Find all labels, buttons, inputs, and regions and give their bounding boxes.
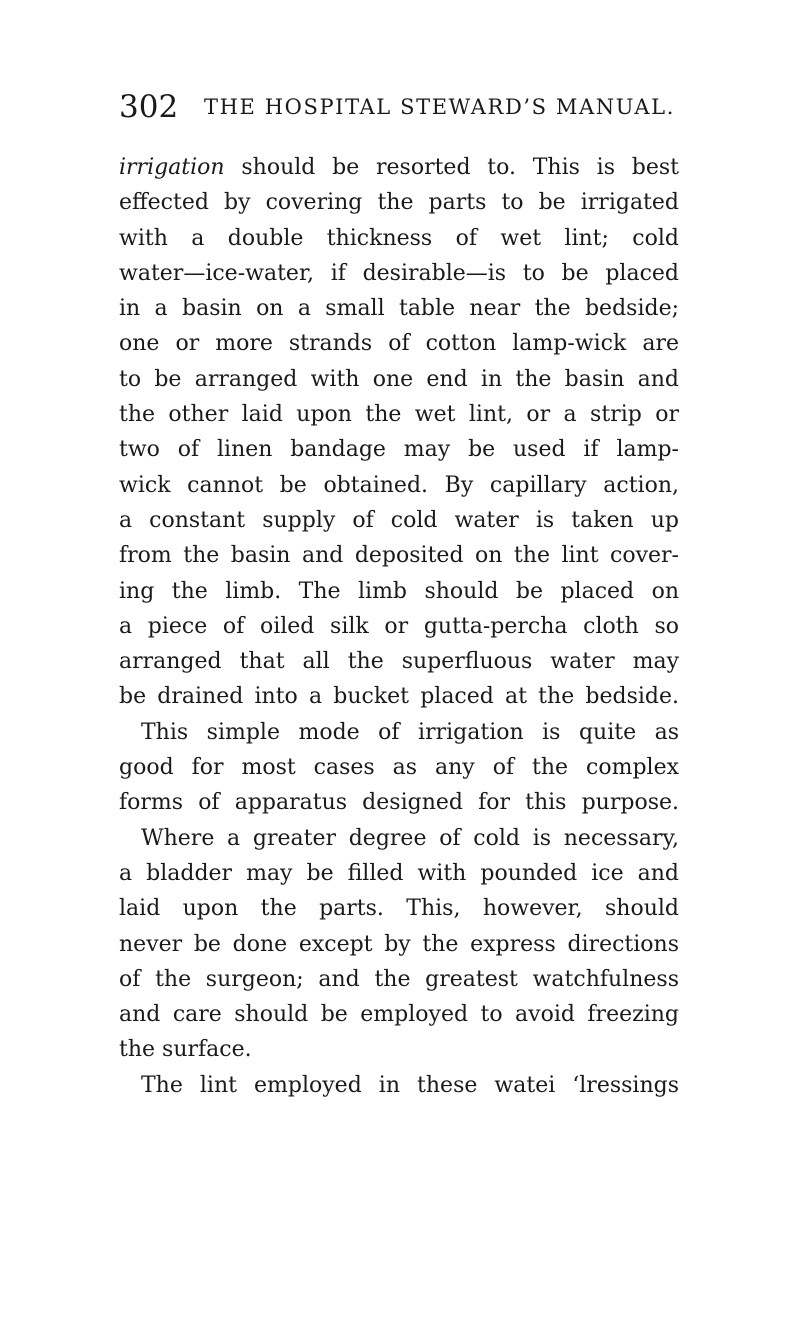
page-header — [119, 86, 679, 128]
text-line: Where a greater degree of cold is necessary, — [141, 825, 679, 851]
text-line: a piece of oiled silk or gutta-percha cloth so — [119, 613, 679, 639]
text-line: the other laid upon the wet lint, or a strip or — [119, 402, 679, 428]
text-line: good for most cases as any of the complex — [119, 755, 679, 781]
text-line: This simple mode of irrigation is quite as — [141, 719, 679, 745]
text-line: forms of apparatus designed for this purpose. — [119, 790, 679, 816]
text-line: in a basin on a small table near the bedside; — [119, 296, 679, 322]
text-line: never be done except by the express directions — [119, 931, 679, 957]
running-head: THE HOSPITAL STEWARD’S MANUAL. — [204, 95, 676, 119]
text-line: ing the limb. The limb should be placed on — [119, 578, 679, 604]
text-line: and care should be employed to avoid freezing — [119, 1002, 679, 1028]
text-line: laid upon the parts. This, however, should — [119, 896, 679, 922]
text-line: the surface. — [119, 1037, 252, 1063]
text-line: to be arranged with one end in the basin and — [119, 366, 679, 392]
text-line: with a double thickness of wet lint; cold — [119, 225, 679, 251]
text-line: wick cannot be obtained. By capillary action, — [119, 472, 679, 498]
text-line: be drained into a bucket placed at the bedside. — [119, 684, 679, 710]
italic-word: irrigation — [119, 155, 225, 180]
text-line: from the basin and deposited on the lint cover- — [119, 543, 679, 569]
page-number: 302 — [119, 89, 179, 125]
text-line: two of linen bandage may be used if lamp- — [119, 437, 679, 463]
text-line: The lint employed in these watei ʻlressings — [141, 1072, 679, 1098]
text-line — [119, 150, 679, 185]
line-rest: should be resorted to. This is best — [224, 155, 679, 180]
text-line: of the surgeon; and the greatest watchfulness — [119, 966, 679, 992]
text-line: water—ice-water, if desirable—is to be placed — [119, 260, 679, 286]
text-line: a constant supply of cold water is taken up — [119, 507, 679, 533]
text-line: a bladder may be filled with pounded ice and — [119, 860, 679, 886]
text-line: one or more strands of cotton lamp-wick are — [119, 331, 679, 357]
body-text — [119, 150, 679, 1103]
text-line: effected by covering the parts to be irrigated — [119, 190, 679, 216]
text-line: arranged that all the superfluous water may — [119, 649, 679, 675]
